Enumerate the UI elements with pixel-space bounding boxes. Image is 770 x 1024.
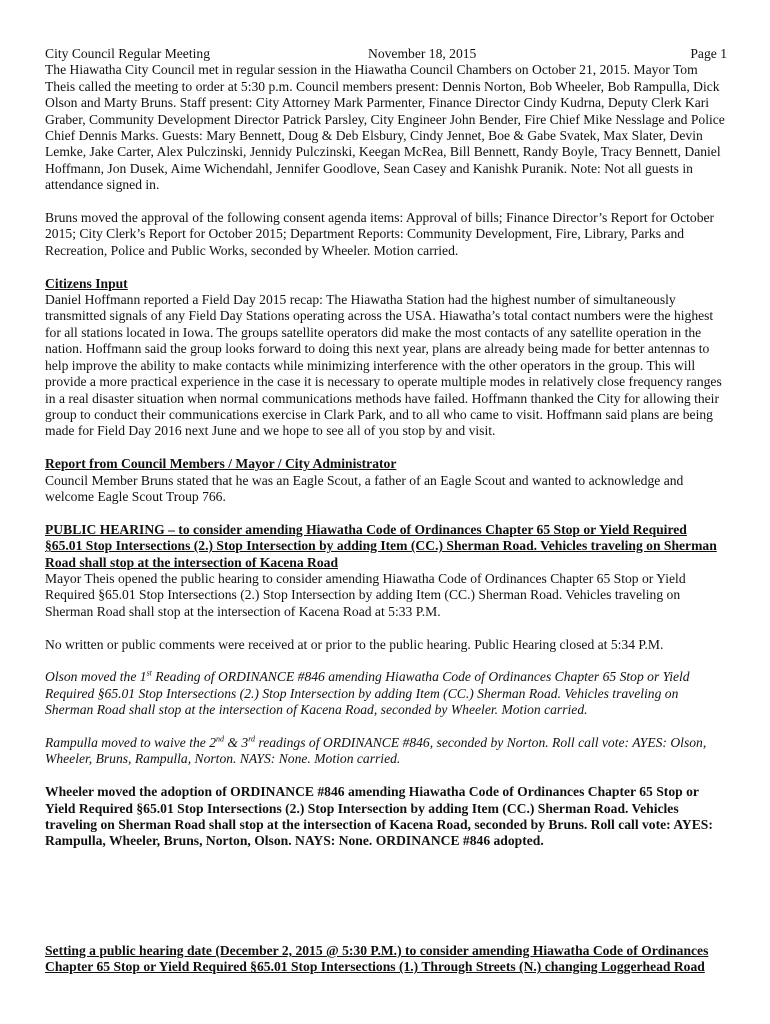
waive-readings-motion: Rampulla moved to waive the 2nd & 3rd readings of ORDINANCE #846, seconded by Norton. Roll call vote: AYES: Olson, Wheeler, Bruns, Rampulla, Norton. NAYS: None. Motion carried. <box>45 734 707 767</box>
meeting-title: City Council Regular Meeting <box>45 46 210 61</box>
document-page <box>45 46 727 850</box>
next-item-section <box>45 943 727 976</box>
public-hearing-closed: No written or public comments were received at or prior to the public hearing. Public Hearing closed at 5:34 P.M. <box>45 636 664 652</box>
citizens-input-heading: Citizens Input <box>45 275 128 291</box>
public-hearing-heading: PUBLIC HEARING – to consider amending Hiawatha Code of Ordinances Chapter 65 Stop or Yield Required §65.01 Stop Intersections (2.) Stop Intersection by adding Item (CC.) Sherman Road. Vehicles traveling on Sherman Road shall stop at the intersection of Kacena Road <box>45 521 717 570</box>
meeting-date: November 18, 2015 <box>368 46 477 61</box>
citizens-input-body: Daniel Hoffmann reported a Field Day 2015 recap: The Hiawatha Station had the highest number of simultaneously transmitted signals of any Field Day Stations operating across the USA. Hiawatha’s total contact numbers were the highest for all stations located in Iowa. The groups satellite operators did make the most contacts of any satellite operation in the nation. Hoffmann said the group looks forward to doing this next year, plans are already being made for better antennas to help improve the ability to make contacts while minimizing interference with the other operators in the group. This will provide a more practical experience in the case it is necessary to operate multiple modes in relatively close frequency ranges in a real disaster situation when normal communications methods have failed. Hoffmann thanked the City for allowing their group to conduct their communications exercise in Clark Park, and to all who came to visit. Hoffmann said plans are being made for Field Day 2016 next June and we hope to see all of you stop by and visit. <box>45 292 722 439</box>
intro-paragraph: The Hiawatha City Council met in regular session in the Hiawatha Council Chambers on October 21, 2015. Mayor Tom Theis called the meeting to order at 5:30 p.m. Council members present: Dennis Norton, Bob Wheeler, Bob Rampulla, Dick Olson and Marty Bruns. Staff present: City Attorney Mark Parmenter, Finance Director Cindy Kudrna, Deputy Clerk Kari Graber, Community Development Director Patrick Parsley, City Engineer John Bender, Fire Chief Mike Nesslage and Police Chief Dennis Marks. Guests: Mary Bennett, Doug & Deb Elsbury, Cindy Jennet, Boe & Gabe Svatek, Max Slater, Devin Lemke, Jake Carter, Alex Pulczinski, Jennidy Pulczinski, Keegan McRea, Bill Bennett, Randy Boyle, Tracy Bennett, Daniel Hoffmann, Jon Dusek, Aime Wichendahl, Jennifer Goodlove, Sean Casey and Kanishk Puranik. Note: Not all guests in attendance signed in. <box>45 62 725 193</box>
page-header <box>45 46 727 62</box>
consent-agenda-paragraph: Bruns moved the approval of the following consent agenda items: Approval of bills; Finance Director’s Report for October 2015; City Clerk’s Report for October 2015; Department Reports: Community Development, Fire, Library, Parks and Recreation, Police and Public Works, seconded by Wheeler. Motion carried. <box>45 210 715 258</box>
adoption-motion: Wheeler moved the adoption of ORDINANCE #846 amending Hiawatha Code of Ordinances Chapter 65 Stop or Yield Required §65.01 Stop Intersections (2.) Stop Intersection by adding Item (CC.) Sherman Road. Vehicles traveling on Sherman Road shall stop at the intersection of Kacena Road, seconded by Bruns. Roll call vote: AYES: Rampulla, Wheeler, Bruns, Norton, Olson. NAYS: None. ORDINANCE #846 adopted. <box>45 784 713 849</box>
first-reading-motion: Olson moved the 1st Reading of ORDINANCE #846 amending Hiawatha Code of Ordinances Chapter 65 Stop or Yield Required §65.01 Stop Intersections (2.) Stop Intersection by adding Item (CC.) Sherman Road. Vehicles traveling on Sherman Road shall stop at the intersection of Kacena Road, seconded by Wheeler. Motion carried. <box>45 668 690 718</box>
page-number: Page 1 <box>690 46 727 61</box>
council-report-body: Council Member Bruns stated that he was an Eagle Scout, a father of an Eagle Scout and wanted to acknowledge and welcome Eagle Scout Troup 766. <box>45 472 684 504</box>
public-hearing-body: Mayor Theis opened the public hearing to consider amending Hiawatha Code of Ordinances Chapter 65 Stop or Yield Required §65.01 Stop Intersections (2.) Stop Intersection by adding Item (CC.) Sherman Road. Vehicles traveling on Sherman Road shall stop at the intersection of Kacena Road at 5:33 P.M. <box>45 570 686 619</box>
next-hearing-heading: Setting a public hearing date (December 2, 2015 @ 5:30 P.M.) to consider amending Hiawatha Code of Ordinances Chapter 65 Stop or Yield Required §65.01 Stop Intersections (1.) Through Streets (N.) changing Loggerhead Road <box>45 943 709 975</box>
council-report-heading: Report from Council Members / Mayor / City Administrator <box>45 456 397 472</box>
